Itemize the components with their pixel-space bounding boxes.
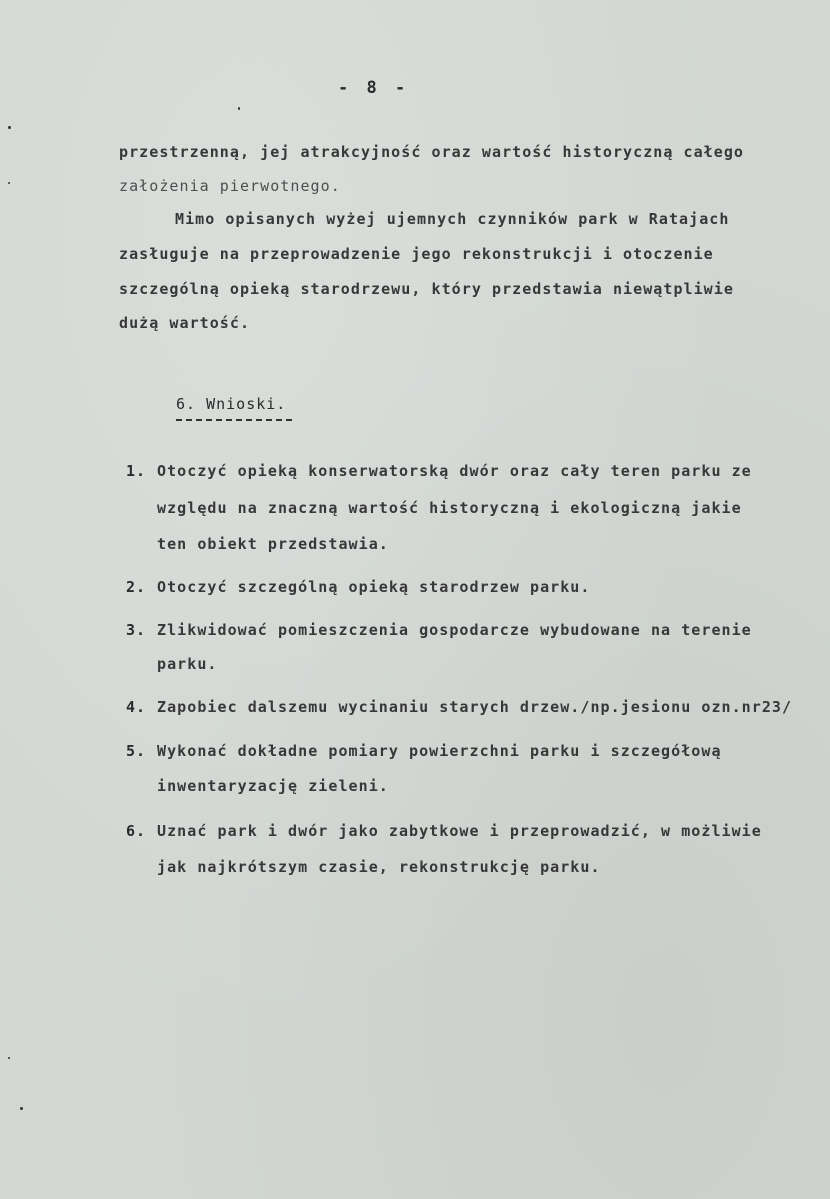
- conclusion-1-line-1: Otoczyć opieką konserwatorską dwór oraz cały teren parku ze: [157, 462, 752, 480]
- paper-speck: [20, 1107, 23, 1110]
- paragraph-line-4: zasługuje na przeprowadzenie jego rekonstrukcji i otoczenie: [119, 245, 714, 263]
- page-number: - 8 -: [338, 78, 410, 98]
- conclusion-number-5: 5.: [126, 742, 147, 760]
- conclusion-6-line-2: jak najkrótszym czasie, rekonstrukcję parku.: [157, 858, 601, 876]
- paragraph-line-6: dużą wartość.: [119, 314, 251, 332]
- paper-speck: [8, 126, 11, 129]
- conclusion-5-line-1: Wykonać dokładne pomiary powierzchni parku i szczegółową: [157, 742, 722, 760]
- paragraph-line-1: przestrzenną, jej atrakcyjność oraz wartość historyczną całego: [119, 143, 745, 161]
- conclusion-4-line-1: Zapobiec dalszemu wycinaniu starych drzew./np.jesionu ozn.nr23/: [157, 698, 793, 716]
- conclusion-number-2: 2.: [126, 578, 147, 596]
- conclusion-number-4: 4.: [126, 698, 147, 716]
- conclusion-2-line-1: Otoczyć szczególną opieką starodrzew parku.: [157, 578, 591, 596]
- conclusion-1-line-2: względu na znaczną wartość historyczną i ekologiczną jakie: [157, 499, 742, 517]
- conclusion-3-line-2: parku.: [157, 655, 218, 673]
- section-heading: 6. Wnioski.: [176, 395, 287, 413]
- conclusion-1-line-3: ten obiekt przedstawia.: [157, 535, 389, 553]
- conclusion-number-6: 6.: [126, 822, 147, 840]
- paper-speck: [8, 182, 10, 184]
- conclusion-number-3: 3.: [126, 621, 147, 639]
- conclusion-number-1: 1.: [126, 462, 147, 480]
- paragraph-line-5: szczególną opieką starodrzewu, który przedstawia niewątpliwie: [119, 280, 734, 298]
- conclusion-3-line-1: Zlikwidować pomieszczenia gospodarcze wybudowane na terenie: [157, 621, 752, 639]
- paragraph-line-3: Mimo opisanych wyżej ujemnych czynników park w Ratajach: [175, 210, 730, 228]
- conclusion-6-line-1: Uznać park i dwór jako zabytkowe i przeprowadzić, w możliwie: [157, 822, 762, 840]
- heading-underline: [176, 419, 292, 421]
- paragraph-line-2: założenia pierwotnego.: [119, 177, 341, 195]
- paper-speck: [8, 1057, 10, 1059]
- conclusion-5-line-2: inwentaryzację zieleni.: [157, 777, 389, 795]
- paper-speck: [238, 107, 240, 110]
